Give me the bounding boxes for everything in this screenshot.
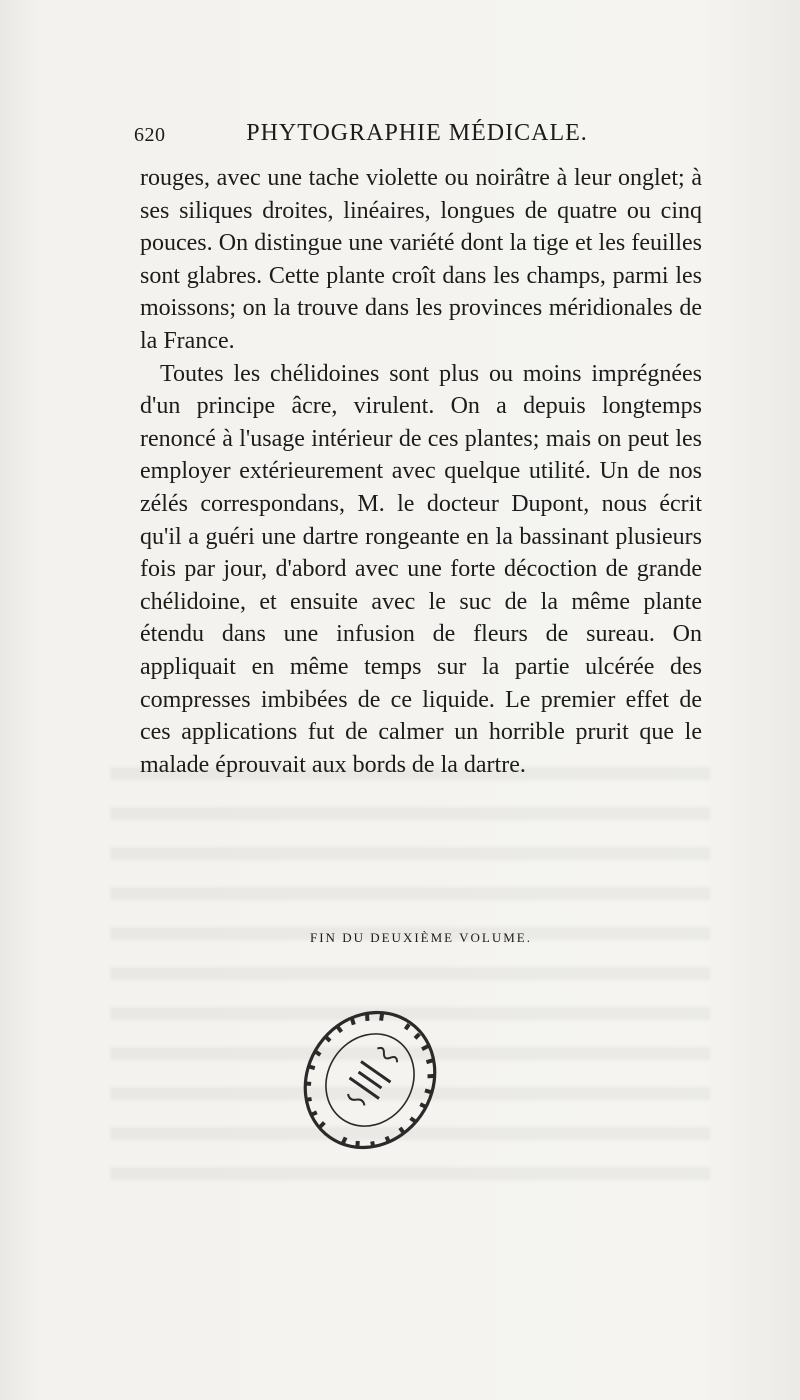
body-text	[140, 162, 702, 781]
library-stamp-seal-icon	[300, 1000, 440, 1160]
library-stamp	[300, 1000, 440, 1160]
page-number: 620	[134, 124, 166, 146]
end-of-volume-colophon: FIN DU DEUXIÈME VOLUME.	[310, 930, 532, 945]
paragraph-2: Toutes les chélidoines sont plus ou moins imprégnées d'un principe âcre, virulent. On a depuis longtemps renoncé à l'usage intérieur de ces plantes; mais on peut les employer extérieurement avec quelque utilité. Un de nos zélés correspondans, M. le docteur Dupont, nous écrit qu'il a guéri une dartre rongeante en la bassinant plusieurs fois par jour, d'abord avec une forte décoction de grande chélidoine, et ensuite avec le suc de la même plante étendu dans une infusion de fleurs de sureau. On appliquait en même temps sur la partie ulcérée des compresses imbibées de ce liquide. Le premier effet de ces applications fut de calmer un horrible prurit que le malade éprouvait aux bords de la dartre.	[140, 360, 702, 778]
paragraph-1: rouges, avec une tache violette ou noirâtre à leur onglet; à ses siliques droites, linéaires, longues de quatre ou cinq pouces. On distingue une variété dont la tige et les feuilles sont glabres. Cette plante croît dans les champs, parmi les moissons; on la trouve dans les provinces méridionales de la France.	[140, 165, 702, 354]
running-title: PHYTOGRAPHIE MÉDICALE.	[246, 120, 588, 146]
page-header	[134, 120, 700, 154]
